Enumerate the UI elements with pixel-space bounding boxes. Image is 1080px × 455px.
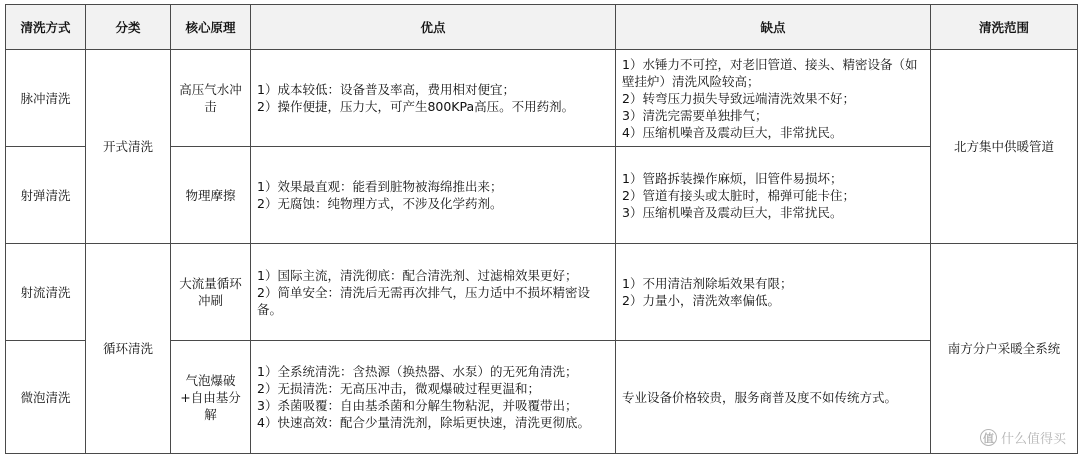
cons-item: 1）管路拆装操作麻烦，旧管件易损坏；: [622, 170, 843, 186]
pros-item: 1）全系统清洗：含热源（换热器、水泵）的无死角清洗；: [257, 364, 578, 379]
cons-cell: [616, 147, 931, 244]
cons-cell: [616, 50, 931, 147]
pros-cell: [251, 147, 616, 244]
header-category: 分类: [86, 5, 171, 50]
method-cell: 微泡清洗: [6, 341, 86, 454]
cons-item: 1）不用清洁剂除垢效果有限；: [622, 276, 793, 291]
method-cell: 射流清洗: [6, 244, 86, 341]
header-pros: 优点: [251, 5, 616, 50]
header-row: [6, 5, 1078, 50]
principle-cell: 气泡爆破+自由基分解: [171, 341, 251, 454]
cons-item: 2）管道有接头或太脏时，棉弹可能卡住；: [622, 187, 855, 203]
pros-item: 3）杀菌吸覆：自由基杀菌和分解生物粘泥，并吸覆带出；: [257, 398, 578, 413]
table-row: [6, 50, 1078, 147]
cons-cell: [616, 341, 931, 454]
cons-item: 3）压缩机噪音及震动巨大，非常扰民。: [622, 204, 843, 220]
pros-item: 2）无腐蚀：纯物理方式，不涉及化学药剂。: [257, 196, 503, 211]
category-cell: 循环清洗: [86, 244, 171, 454]
pros-item: 1）效果最直观：能看到脏物被海绵推出来；: [257, 179, 503, 194]
method-cell: 射弹清洗: [6, 147, 86, 244]
cons-item: 3）清洗完需要单独排气；: [622, 107, 768, 123]
table-row: [6, 244, 1078, 341]
pros-cell: [251, 341, 616, 454]
pros-item: 2）操作便捷，压力大，可产生800KPa高压。不用药剂。: [257, 99, 575, 114]
cons-item: 1）水锤力不可控，对老旧管道、接头、精密设备（如壁挂炉）清洗风险较高；: [622, 56, 918, 89]
scope-cell: 北方集中供暖管道: [931, 50, 1078, 244]
pros-item: 2）无损清洗：无高压冲击，微观爆破过程更温和；: [257, 381, 540, 396]
watermark: [980, 428, 1066, 447]
pros-item: 1）成本较低：设备普及率高，费用相对便宜；: [257, 82, 515, 97]
principle-cell: 大流量循环冲刷: [171, 244, 251, 341]
watermark-text: 什么值得买: [1000, 432, 1066, 447]
header-method: 清洗方式: [6, 5, 86, 50]
cons-item: 2）力量小，清洗效率偏低。: [622, 293, 780, 308]
header-scope: 清洗范围: [931, 5, 1078, 50]
cons-item: 4）压缩机噪音及震动巨大，非常扰民。: [622, 124, 843, 140]
pros-cell: [251, 50, 616, 147]
pros-item: 2）简单安全：清洗后无需再次排气，压力适中不损坏精密设备。: [257, 284, 590, 317]
header-cons: 缺点: [616, 5, 931, 50]
scope-cell: 南方分户采暖全系统: [931, 244, 1078, 454]
pros-item: 4）快速高效：配合少量清洗剂，除垢更快速，清洗更彻底。: [257, 415, 590, 430]
principle-cell: 高压气水冲击: [171, 50, 251, 147]
cons-item: 专业设备价格较贵，服务商普及度不如传统方式。: [622, 389, 898, 405]
cons-item: 2）转弯压力损失导致远端清洗效果不好；: [622, 90, 855, 106]
principle-cell: 物理摩擦: [171, 147, 251, 244]
cons-cell: [616, 244, 931, 341]
header-principle: 核心原理: [171, 5, 251, 50]
pros-cell: [251, 244, 616, 341]
smzdm-logo-icon: 值: [980, 429, 997, 446]
pros-item: 1）国际主流，清洗彻底：配合清洗剂、过滤棉效果更好；: [257, 267, 578, 283]
cleaning-methods-table: [5, 4, 1078, 454]
category-cell: 开式清洗: [86, 50, 171, 244]
method-cell: 脉冲清洗: [6, 50, 86, 147]
